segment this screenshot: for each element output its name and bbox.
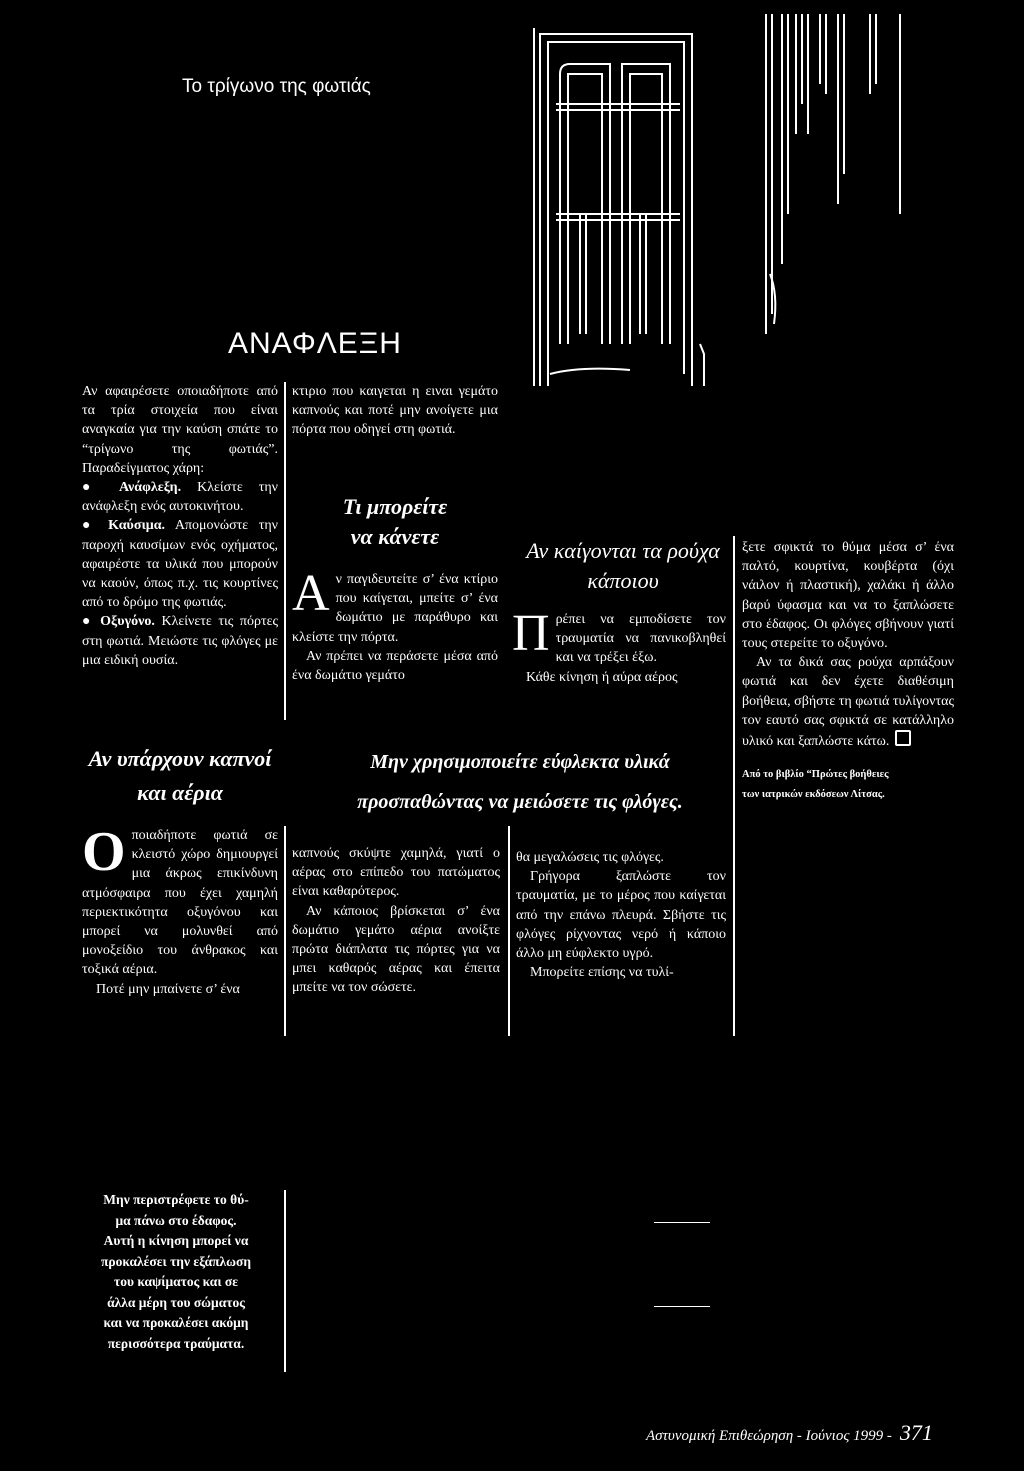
- warning-line: μα πάνω στο έδαφος.: [115, 1212, 237, 1228]
- warning-line: προκαλέσει την εξάπλωση: [100, 1253, 252, 1269]
- dropcap: Π: [512, 605, 550, 662]
- subheading-what-to-do: Τι μπορείτε να κάνετε: [342, 494, 448, 549]
- gas-room-paragraph: Αν κάποιος βρίσκεται σ’ ένα δωμάτιο γεμάτο αέρια ανοίξτε πρώτα διάπλατα τις πόρτες για να μπει καθαρός αέρας και έπειτα μπείτε να τον σώσετε.: [292, 903, 500, 996]
- end-mark-icon: [895, 730, 911, 746]
- wrap-paragraph: ξετε σφικτά το θύμα μέσα σ’ ένα παλτό, κουρτίνα, κουβέρτα (όχι νάιλον ή πλαστική), χαλάκι ή άλλο βαρύ ύφασμα και να το ξαπλώσετε στο έδαφος. Οι φλόγες σβήνουν γιατί τους στερείτε το οξυγόνο.: [742, 540, 954, 652]
- smoke-crouch-paragraph: καπνούς σκύψτε χαμηλά, γιατί ο αέρας στο επίπεδο του πατώματος είναι καθαρότερος.: [292, 846, 500, 900]
- list-item: [82, 516, 278, 612]
- warning-line: άλλα μέρη του σώματος: [107, 1294, 245, 1310]
- intro-paragraph: κτιριο που καιγεται η ειναι γεμάτο καπνούς και ποτέ μην ανοίγετε μια πόρτα που οδηγεί στη φωτιά.: [292, 384, 498, 438]
- bullet-icon: ●: [82, 480, 103, 496]
- subheading-clothes: Αν καίγονται τα ρούχα κάποιου: [526, 538, 720, 593]
- pull-quote-line-1: Μην χρησιμοποιείτε εύφλεκτα υλικά: [370, 751, 670, 773]
- source-line-1: Από το βιβλίο “Πρώτες βοήθειες: [742, 769, 889, 781]
- bullet-icon: ●: [82, 614, 94, 630]
- column-divider: [508, 826, 510, 1036]
- pull-quote: [300, 742, 740, 822]
- clothes-paragraph-2: Κάθε κίνηση ή αύρα αέρος: [526, 669, 678, 685]
- source-credit: [742, 765, 954, 805]
- warning-line: του καψίματος και σε: [113, 1274, 238, 1289]
- wrap-paragraph: Μπορείτε επίσης να τυλί-: [530, 965, 674, 981]
- column-2: [292, 382, 498, 440]
- warning-line: Μην περιστρέφετε το θύ-: [103, 1192, 249, 1207]
- dropcap: Α: [292, 565, 330, 622]
- column-1-lower: [82, 821, 278, 999]
- item-term: Οξυγόνο.: [100, 614, 155, 630]
- subheading-smoke: Αν υπάρχουν καπνοί και αέρια: [88, 746, 272, 805]
- own-clothes-paragraph: Αν τα δικά σας ρούχα αρπάξουν φωτιά και δεν έχετε διαθέσιμη βοήθεια, σβήστε τη φωτιά τυλίγοντας τον εαυτό σας σφικτά σε κατάλληλο υλικό και ξαπλώστε κάτω.: [742, 655, 954, 750]
- item-term: Ανάφλεξη.: [118, 480, 182, 496]
- column-divider: [284, 826, 286, 1036]
- page-number: 371: [899, 1420, 933, 1445]
- lay-down-paragraph: Γρήγορα ξαπλώστε τον τραυματία, με το μέρος που καίγεται από την επάνω πλευρά. Σβήστε τις φλόγες ρίχνοντας νερό ή κάποιο άλλο μη εύφλεκτο υγρό.: [516, 869, 726, 962]
- warning-line: και να προκαλέσει ακόμη: [103, 1315, 249, 1330]
- divider-line: [654, 1222, 710, 1223]
- footer: [646, 1420, 933, 1446]
- section-heading: ΑΝΑΦΛΕΞΗ: [228, 327, 402, 360]
- warning-box: [68, 1190, 286, 1372]
- warning-line: περισσότερα τραύματα.: [107, 1335, 245, 1351]
- trapped-paragraph-2: Αν πρέπει να περάσετε μέσα από ένα δωμάτιο γεμάτο: [292, 648, 498, 684]
- column-2-middle: [292, 565, 498, 685]
- dropcap: Ο: [82, 821, 126, 883]
- list-item: [82, 478, 278, 516]
- item-text: Απομονώστε την παροχή καυσίμων ενός οχήματος, αφαιρέστε τα υλικά που μπορούν να καούν, όπως π.χ. τις κουρτίνες από το δρόμο της φωτιάς.: [82, 518, 278, 611]
- flames-paragraph: θα μεγαλώσεις τις φλόγες.: [516, 850, 664, 865]
- item-term: Καύσιμα.: [108, 518, 166, 534]
- page-title: Το τρίγωνο της φωτιάς: [182, 76, 371, 97]
- item-text: Κλείστε την ανάφλεξη ενός αυτοκινήτου.: [82, 480, 279, 515]
- intro-paragraph: Αν αφαιρέσετε οποιαδήποτε από τα τρία στοιχεία που είναι αναγκαία για την καύση σπάτε το “τρίγωνο της φωτιάς”. Παραδείγματος χάρη:: [82, 384, 278, 476]
- bullet-icon: ●: [82, 518, 98, 534]
- column-3: [512, 605, 726, 687]
- door-illustration: [520, 14, 910, 386]
- item-text: Κλείνετε τις πόρτες στη φωτιά. Μειώστε τις φλόγες με μια ειδική ουσία.: [82, 614, 278, 668]
- column-1: [82, 382, 278, 670]
- journal-name: Αστυνομική Επιθεώρηση - Ιούνιος 1999 -: [646, 1428, 892, 1444]
- column-divider: [284, 382, 286, 720]
- column-4: [742, 538, 954, 805]
- column-2-lower: [292, 844, 500, 998]
- pull-quote-line-2: προσπαθώντας να μειώσετε τις φλόγες.: [357, 791, 683, 813]
- smoke-paragraph: ποιαδήποτε φωτιά σε κλειστό χώρο δημιουργεί μια άκρως επικίνδυνη ατμόσφαιρα που έχει χαμηλή περιεκτικότητα οξυγόνου και μπορεί να μολυνθεί από μονοξείδιο του άνθρακος και τοξικά αέρια.: [82, 828, 278, 978]
- warning-line: Αυτή η κίνηση μπορεί να: [103, 1233, 249, 1248]
- divider-line: [654, 1306, 710, 1307]
- smoke-paragraph-2: Ποτέ μην μπαίνετε σ’ ένα: [96, 981, 240, 997]
- source-line-2: των ιατρικών εκδόσεων Λίτσας.: [742, 789, 885, 801]
- column-3-lower: [516, 848, 726, 982]
- trapped-paragraph: ν παγιδευτείτε σ’ ένα κτίριο που καίγεται, μπείτε σ’ ένα δωμάτιο με παράθυρο και κλείστε την πόρτα.: [292, 572, 498, 645]
- clothes-paragraph: ρέπει να εμποδίσετε τον τραυματία να πανικοβληθεί και να τρέξει έξω.: [555, 612, 726, 666]
- list-item: [82, 612, 278, 670]
